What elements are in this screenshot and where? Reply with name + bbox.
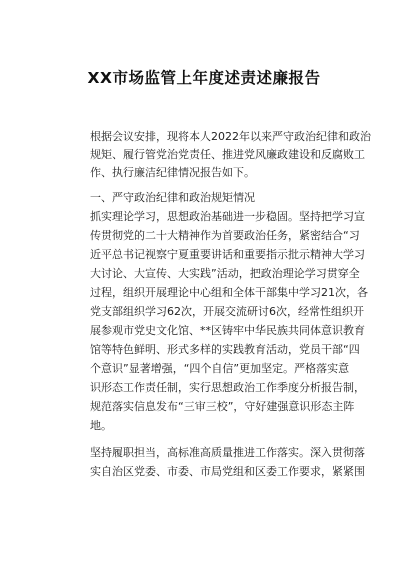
body-line: 坚持履职担当，高标准高质量推进工作落实。深入贯彻落 [90,446,365,459]
section-heading: 一、严守政治纪律和政治规矩情况 [90,191,255,204]
body-line: 展参观市党史文化馆、**区铸牢中华民族共同体意识教育 [90,324,365,337]
body-line: 党支部组织学习62次，开展交流研讨6次，经常性组织开 [90,305,364,318]
body-line: 大讨论、大宣传、大实践”活动，把政治理论学习贯穿全 [90,267,360,280]
document-title: XX市场监管上年度述责述廉报告 [87,69,321,87]
body-line: 过程，组织开展理论中心组和全体干部集中学习21次，各 [90,286,368,299]
body-line: 个意识”显著增强，“四个自信”更加坚定。严格落实意 [90,362,350,375]
body-line: 规范落实信息发布“三审三校”，守好建强意识形态主阵 [90,400,355,413]
body-line: 近平总书记视察宁夏重要讲话和重要指示批示精神大学习 [90,248,365,261]
body-line: 抓实理论学习，思想政治基础进一步稳固。坚持把学习宣 [90,210,365,223]
body-line: 根据会议安排，现将本人2022年以来严守政治纪律和政治 [90,130,371,143]
body-line: 地。 [90,419,112,432]
body-line: 识形态工作责任制，实行思想政治工作季度分析报告制， [90,381,365,394]
body-line: 规矩、履行管党治党责任、推进党风廉政建设和反腐败工 [90,148,365,161]
body-line: 作、执行廉洁纪律情况报告如下。 [90,166,255,179]
body-line: 实自治区党委、市委、市局党组和区委工作要求，紧紧围 [90,465,365,478]
body-line: 馆等特色鲜明、形式多样的实践教育活动，党员干部“四 [90,343,360,356]
body-line: 传贯彻党的二十大精神作为首要政治任务，紧密结合“习 [90,229,360,242]
